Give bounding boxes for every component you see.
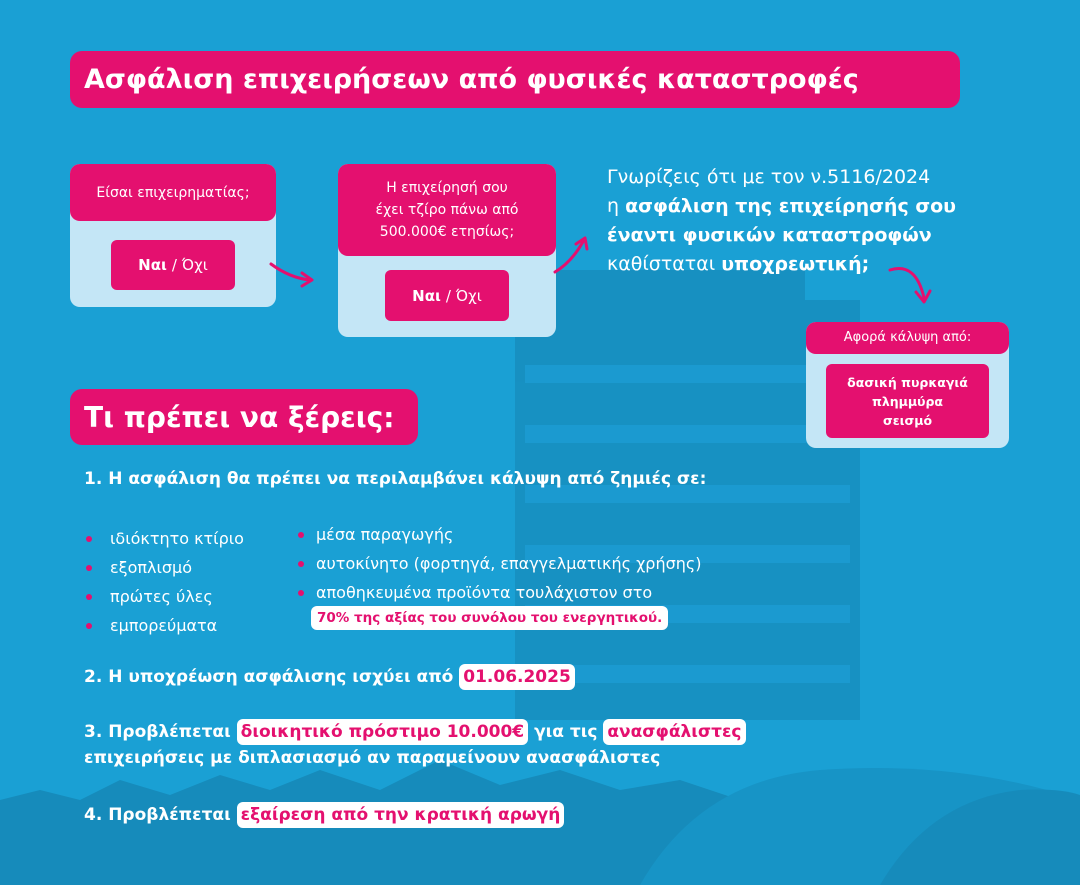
point-3-prefix: 3. Προβλέπεται: [84, 722, 231, 742]
list-item: [86, 553, 244, 582]
coverage-list: [826, 364, 989, 438]
point-3-line2: επιχειρήσεις με διπλασιασμό αν παραμείνουν ανασφάλιστες: [84, 748, 661, 768]
coverage-heading: Αφορά κάλυψη από:: [806, 322, 1009, 354]
list-item: [298, 578, 702, 607]
answer-yes-no-button[interactable]: [385, 270, 509, 321]
point-2-text: 2. Η υποχρέωση ασφάλισης ισχύει από: [84, 667, 454, 687]
list-item-text: πρώτες ύλες: [110, 587, 213, 606]
info-line1: Γνωρίζεις ότι με τον ν.5116/2024: [607, 166, 931, 188]
arrow-right-icon: [268, 258, 318, 288]
answer-yes-no-button[interactable]: [111, 240, 235, 290]
bullet-icon: [86, 565, 92, 571]
question-turnover-line3: 500.000€ ετησίως;: [379, 224, 515, 240]
point-4: [84, 802, 564, 828]
separator: /: [171, 256, 177, 274]
info-line3-bold: έναντι φυσικών καταστροφών: [607, 224, 932, 246]
info-line4-prefix: καθίσταται: [607, 253, 722, 275]
separator: /: [445, 286, 451, 305]
list-item-text: εμπορεύματα: [110, 616, 218, 635]
coverage-items-left: [86, 524, 244, 640]
list-item-text: αυτοκίνητο (φορτηγά, επαγγελματικής χρήσης): [316, 554, 702, 573]
bullet-icon: [86, 594, 92, 600]
list-item: [86, 611, 244, 640]
list-item: [298, 520, 702, 549]
info-text: [607, 163, 1007, 279]
highlight-70-percent: [311, 606, 668, 630]
list-item-text: εξοπλισμό: [110, 558, 192, 577]
question-turnover: [338, 164, 556, 256]
list-item-text: ιδιόκτητο κτίριο: [110, 529, 244, 548]
bullet-icon: [298, 590, 304, 596]
coverage-item: δασική πυρκαγιά: [847, 374, 968, 390]
point-3-middle: για τις: [534, 722, 598, 742]
arrow-down-icon: [886, 262, 936, 308]
list-item-text: αποθηκευμένα προϊόντα τουλάχιστον στο: [316, 583, 653, 602]
page-title: Ασφάλιση επιχειρήσεων από φυσικές καταστροφές: [70, 51, 960, 108]
point-3: [84, 719, 746, 771]
arrow-up-right-icon: [550, 232, 592, 276]
question-turnover-line2: έχει τζίρο πάνω από: [375, 202, 519, 218]
uninsured-highlight: ανασφάλιστες: [603, 719, 745, 745]
point-1: 1. Η ασφάλιση θα πρέπει να περιλαμβάνει κάλυψη από ζημιές σε:: [84, 469, 707, 489]
list-item: [86, 524, 244, 553]
coverage-item: σεισμό: [882, 412, 933, 428]
section-title: Τι πρέπει να ξέρεις:: [70, 389, 418, 445]
info-line4-bold: υποχρεωτική;: [721, 253, 870, 275]
highlight-text: 70% της αξίας του συνόλου του ενεργητικού.: [311, 606, 668, 630]
bullet-icon: [86, 623, 92, 629]
yes-label: Ναι: [138, 256, 167, 274]
yes-label: Ναι: [412, 286, 441, 305]
no-label: Όχι: [455, 286, 482, 305]
exclusion-highlight: εξαίρεση από την κρατική αρωγή: [237, 802, 565, 828]
coverage-item: πλημμύρα: [871, 393, 944, 409]
question-business-owner: Είσαι επιχειρηματίας;: [70, 164, 276, 221]
list-item: [86, 582, 244, 611]
point-4-prefix: 4. Προβλέπεται: [84, 805, 231, 825]
info-line2-bold: ασφάλιση της επιχείρησής σου: [625, 195, 957, 217]
bullet-icon: [298, 532, 304, 538]
info-line3: [607, 221, 1007, 250]
info-line4: [607, 250, 1007, 279]
question-turnover-line1: Η επιχείρησή σου: [386, 180, 508, 196]
list-item-text: μέσα παραγωγής: [316, 525, 454, 544]
point-3-line1: [84, 719, 746, 745]
coverage-items-right: [298, 520, 702, 607]
list-item: [298, 549, 702, 578]
date-highlight: 01.06.2025: [459, 664, 575, 690]
info-line2: [607, 192, 1007, 221]
fine-highlight: διοικητικό πρόστιμο 10.000€: [237, 719, 528, 745]
info-line2-prefix: η: [607, 195, 626, 217]
point-2: [84, 664, 575, 690]
bullet-icon: [86, 536, 92, 542]
bullet-icon: [298, 561, 304, 567]
no-label: Όχι: [181, 256, 208, 274]
